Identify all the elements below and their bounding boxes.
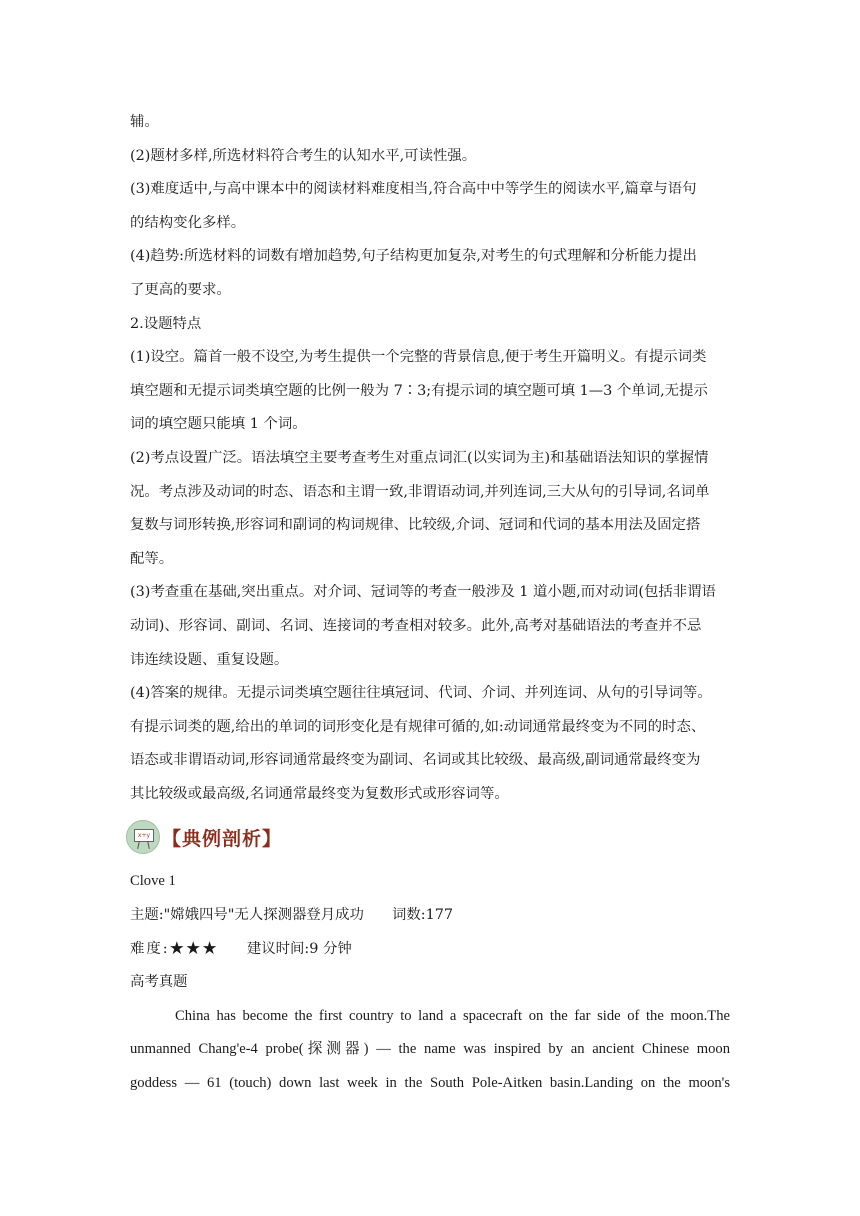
passage-line: China has become the first country to land a spacecraft on the far side of the moon.The bbox=[175, 1007, 730, 1024]
blackboard-icon-text: x+y bbox=[134, 829, 154, 842]
text-line: (4)趋势:所选材料的词数有增加趋势,句子结构更加复杂,对考生的句式理解和分析能力提出 bbox=[130, 248, 697, 265]
section-heading: 2.设题特点 bbox=[130, 315, 202, 332]
blackboard-icon bbox=[126, 820, 160, 854]
clove-label: Clove 1 bbox=[130, 873, 176, 890]
banner-title: 【典例剖析】 bbox=[162, 827, 283, 850]
text-line: (3)难度适中,与高中课本中的阅读材料难度相当,符合高中中等学生的阅读水平,篇章与语句 bbox=[130, 181, 697, 198]
intro-text-block bbox=[130, 106, 730, 811]
passage bbox=[130, 1000, 730, 1101]
text-line: 动词)、形容词、副词、名词、连接词的考查相对较多。此外,高考对基础语法的考查并不忌 bbox=[130, 617, 702, 634]
text-line: 有提示词类的题,给出的单词的词形变化是有规律可循的,如:动词通常最终变为不同的时态、 bbox=[130, 718, 706, 735]
difficulty-rating: 难度:★★★ bbox=[130, 940, 219, 957]
difficulty-line bbox=[130, 933, 730, 967]
example-analysis-banner bbox=[130, 817, 730, 857]
text-line: 况。考点涉及动词的时态、语态和主谓一致,非谓语动词,并列连词,三大从句的引导词,名词单 bbox=[130, 483, 710, 500]
text-line: 复数与词形转换,形容词和副词的构词规律、比较级,介词、冠词和代词的基本用法及固定搭 bbox=[130, 517, 701, 534]
topic-line bbox=[130, 899, 730, 933]
suggested-time: 建议时间:9 分钟 bbox=[246, 940, 352, 957]
text-line: 其比较级或最高级,名词通常最终变为复数形式或形容词等。 bbox=[130, 785, 509, 802]
exam-label: 高考真题 bbox=[130, 974, 188, 991]
text-line: 填空题和无提示词类填空题的比例一般为 7∶3;有提示词的填空题可填 1—3 个单词,无提示 bbox=[130, 382, 708, 399]
text-line: (1)设空。篇首一般不设空,为考生提供一个完整的背景信息,便于考生开篇明义。有提示词类 bbox=[130, 349, 707, 366]
topic-text: 主题:"嫦娥四号"无人探测器登月成功 bbox=[130, 907, 364, 924]
text-line: 词的填空题只能填 1 个词。 bbox=[130, 416, 307, 433]
text-line: 语态或非谓语动词,形容词通常最终变为副词、名词或其比较级、最高级,副词通常最终变为 bbox=[130, 752, 701, 769]
text-line: (4)答案的规律。无提示词类填空题往往填冠词、代词、介词、并列连词、从句的引导词等。 bbox=[130, 685, 712, 702]
passage-line: unmanned Chang'e-4 probe(探测器) — the name was inspired by an ancient Chinese moon bbox=[130, 1041, 730, 1058]
text-line: (3)考查重在基础,突出重点。对介词、冠词等的考查一般涉及 1 道小题,而对动词(包括非谓语 bbox=[130, 584, 716, 601]
text-line: (2)考点设置广泛。语法填空主要考查考生对重点词汇(以实词为主)和基础语法知识的掌握情 bbox=[130, 449, 709, 466]
text-line: (2)题材多样,所选材料符合考生的认知水平,可读性强。 bbox=[130, 147, 477, 164]
passage-line: goddess — 61 (touch) down last week in the South Pole-Aitken basin.Landing on the moon's bbox=[130, 1075, 730, 1092]
word-count: 词数:177 bbox=[391, 907, 454, 924]
text-line: 的结构变化多样。 bbox=[130, 214, 246, 231]
text-line: 了更高的要求。 bbox=[130, 281, 231, 298]
document-page bbox=[130, 106, 730, 1101]
text-line: 配等。 bbox=[130, 550, 174, 567]
text-line: 辅。 bbox=[130, 114, 159, 130]
text-line: 讳连续设题、重复设题。 bbox=[130, 651, 289, 668]
